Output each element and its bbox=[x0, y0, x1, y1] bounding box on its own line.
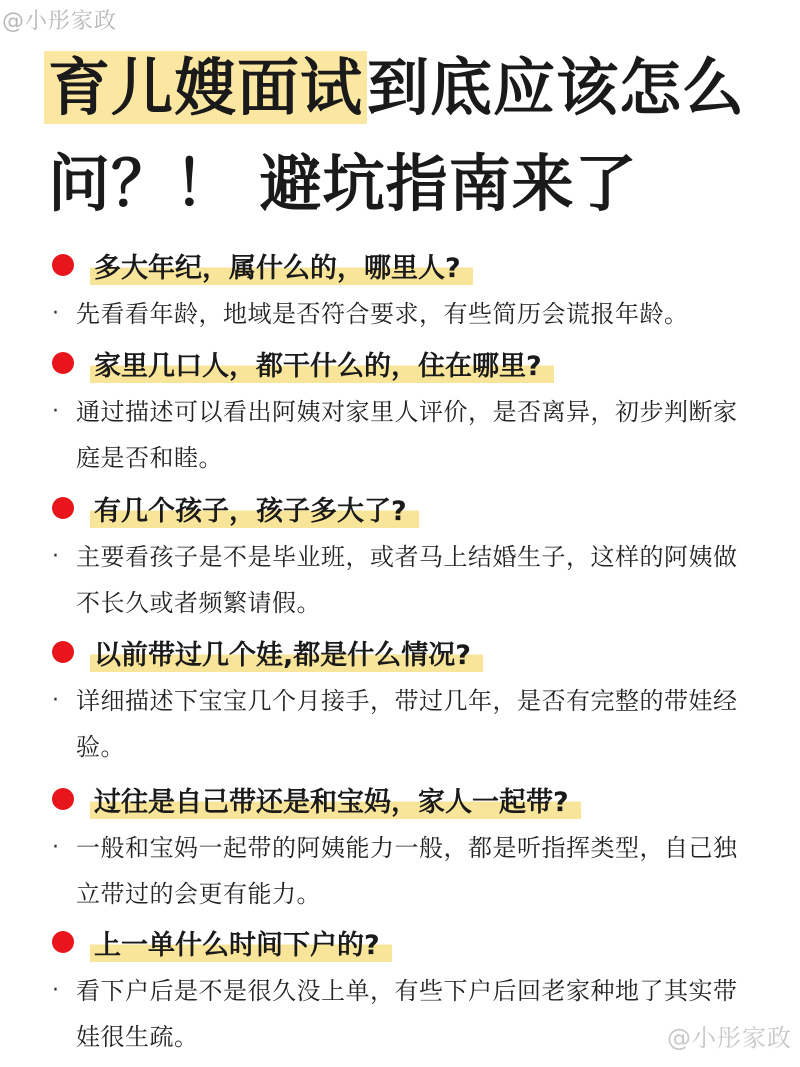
bullet-icon: · bbox=[52, 835, 59, 860]
qa-item bbox=[0, 486, 800, 630]
question-row bbox=[0, 486, 800, 530]
bullet-icon: · bbox=[52, 978, 59, 1003]
question-row bbox=[0, 630, 800, 674]
qa-item bbox=[0, 777, 800, 920]
question-text: 家里几口人，都干什么的，住在哪里? bbox=[90, 344, 554, 383]
title-highlight: 育儿嫂面试 bbox=[44, 51, 367, 124]
answer-row bbox=[0, 678, 800, 770]
question-text: 有几个孩子，孩子多大了? bbox=[90, 489, 419, 528]
answer-text: 通过描述可以看出阿姨对家里人评价，是否离异，初步判断家庭是否和睦。 bbox=[76, 398, 738, 472]
qa-item bbox=[0, 341, 800, 486]
answer-row bbox=[0, 291, 800, 337]
watermark-bottom: @小彤家政 bbox=[667, 1024, 792, 1052]
qa-item bbox=[0, 243, 800, 341]
answer-text: 看下户后是不是很久没上单，有些下户后回老家种地了其实带娃很生疏。 bbox=[76, 977, 738, 1051]
question-text: 上一单什么时间下户的? bbox=[90, 923, 392, 962]
red-dot-icon bbox=[52, 788, 74, 810]
bullet-icon: · bbox=[52, 688, 59, 713]
qa-list bbox=[0, 243, 800, 1065]
answer-text: 详细描述下宝宝几个月接手，带过几年，是否有完整的带娃经验。 bbox=[76, 687, 738, 761]
question-text: 过往是自己带还是和宝妈，家人一起带? bbox=[90, 780, 581, 819]
question-row bbox=[0, 777, 800, 821]
question-row bbox=[0, 243, 800, 287]
answer-row bbox=[0, 825, 800, 917]
answer-row bbox=[0, 534, 800, 626]
red-dot-icon bbox=[52, 352, 74, 374]
page-title bbox=[48, 40, 768, 232]
answer-text: 先看看年龄，地域是否符合要求，有些简历会谎报年龄。 bbox=[76, 300, 689, 328]
answer-text: 主要看孩子是不是毕业班，或者马上结婚生子，这样的阿姨做不长久或者频繁请假。 bbox=[76, 543, 738, 617]
title-line2: 问？！ 避坑指南来了 bbox=[48, 147, 638, 220]
bullet-icon: · bbox=[52, 399, 59, 424]
question-text: 以前带过几个娃,都是什么情况? bbox=[90, 633, 483, 672]
red-dot-icon bbox=[52, 641, 74, 663]
bullet-icon: · bbox=[52, 544, 59, 569]
answer-text: 一般和宝妈一起带的阿姨能力一般，都是听指挥类型，自己独立带过的会更有能力。 bbox=[76, 834, 738, 908]
red-dot-icon bbox=[52, 931, 74, 953]
title-line1-rest: 到底应该怎么 bbox=[367, 51, 746, 124]
question-text: 多大年纪，属什么的，哪里人? bbox=[90, 246, 473, 285]
question-row bbox=[0, 920, 800, 964]
watermark-top: @小彤家政 bbox=[2, 9, 118, 34]
red-dot-icon bbox=[52, 254, 74, 276]
question-row bbox=[0, 341, 800, 385]
bullet-icon: · bbox=[52, 301, 59, 326]
qa-item bbox=[0, 630, 800, 777]
answer-row bbox=[0, 389, 800, 481]
red-dot-icon bbox=[52, 497, 74, 519]
